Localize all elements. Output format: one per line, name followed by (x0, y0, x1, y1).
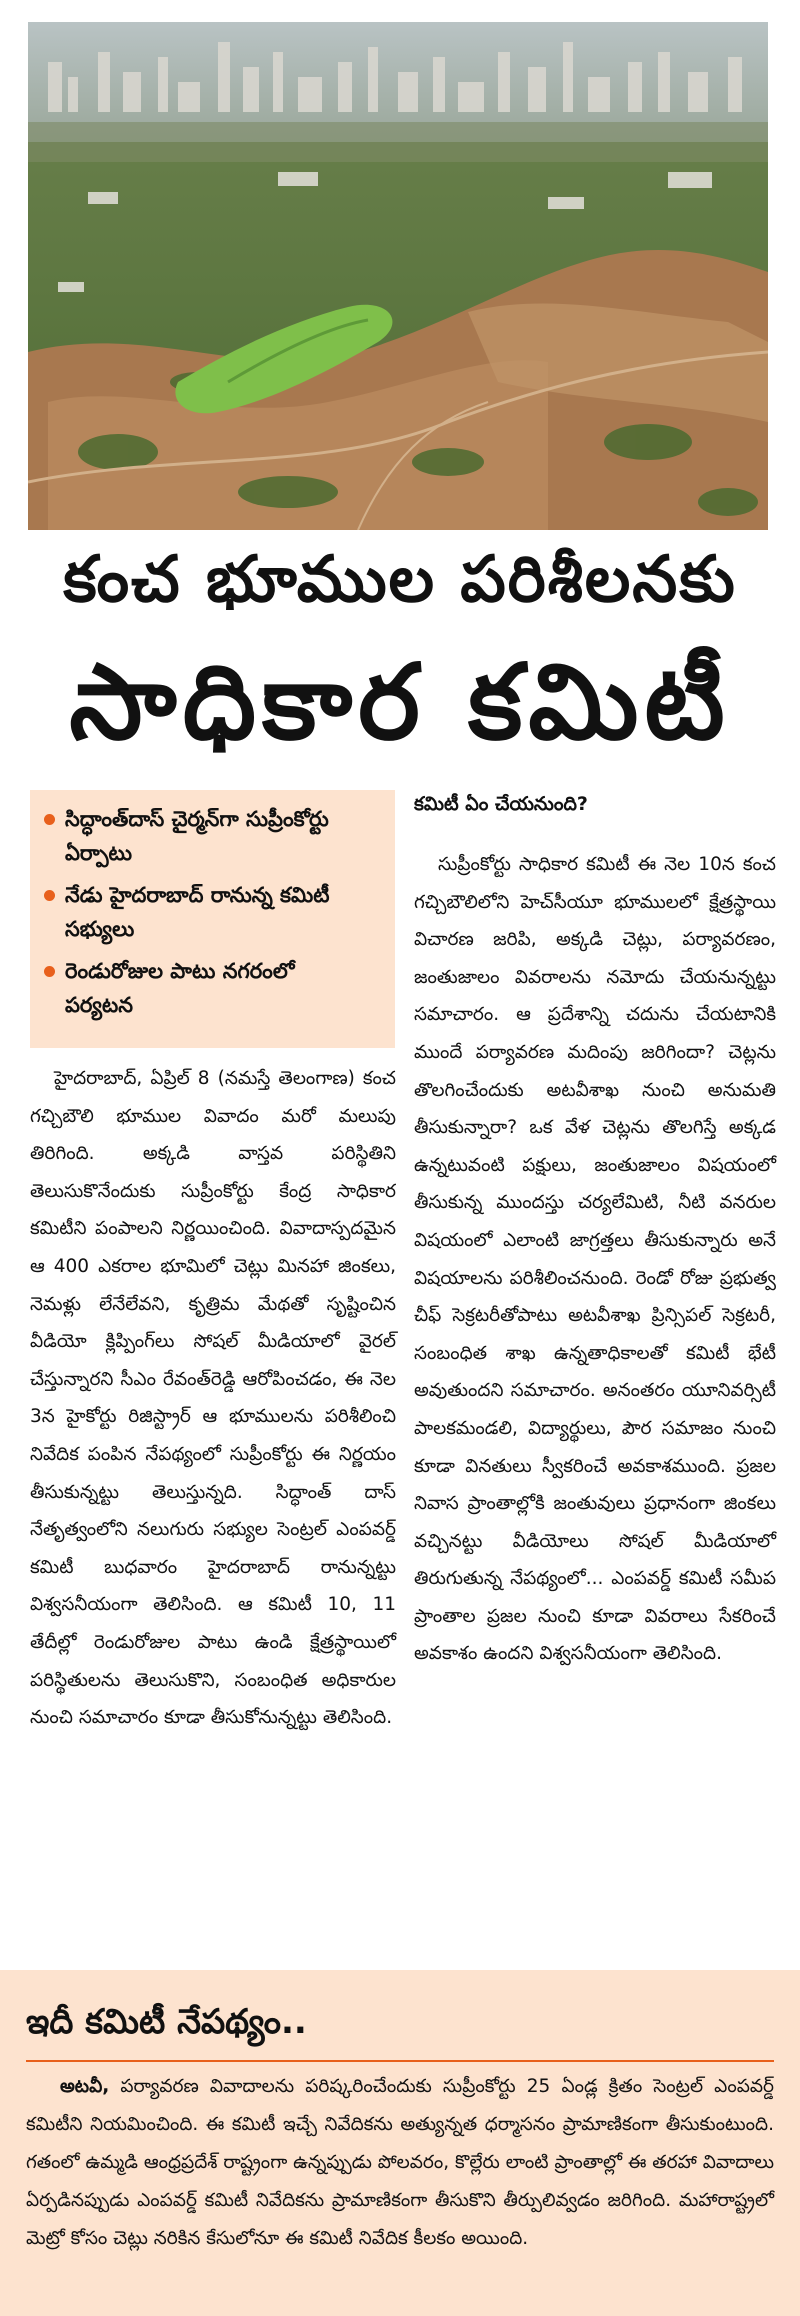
highlight-item (44, 954, 385, 1022)
subheading-what-will-committee-do: కమిటీ ఏం చేయనుంది? (414, 793, 588, 815)
headline-line-2: సాధికార కమిటీ (69, 641, 731, 763)
background-box-body (26, 2068, 774, 2258)
article-body-left: హైదరాబాద్‌, ఏప్రిల్‌ 8 (నమస్తే తెలంగాణ) కంచ గచ్చిబౌలి భూముల వివాదం మరో మలుపు తిరిగింది. అక్కడి వాస్తవ పరిస్థితిని తెలుసుకొనేందుకు సుప్రీంకోర్టు కేంద్ర సాధికార కమిటీని పంపాలని నిర్ణయించింది. వివాదాస్పదమైన ఆ 400 ఎకరాల భూమిలో చెట్లు మినహా జింకలు, నెమళ్లు లేనేలేవని, కృత్రిమ మేథతో సృష్టించిన వీడియో క్లిప్పింగ్‌లు సోషల్‌ మీడియాలో వైరల్‌ చేస్తున్నారని సీఎం రేవంత్‌రెడ్డి ఆరోపించడం, ఈ నెల 3న హైకోర్టు రిజిస్ట్రార్‌ ఆ భూములను పరిశీలించి నివేదిక పంపిన నేపథ్యంలో సుప్రీంకోర్టు ఈ నిర్ణయం తీసుకున్నట్టు తెలుస్తున్నది. సిద్ధాంత్‌ దాస్‌ నేతృత్వంలోని నలుగురు సభ్యుల సెంట్రల్‌ ఎంపవర్డ్‌ కమిటీ బుధవారం హైదరాబాద్‌ రానున్నట్టు విశ్వసనీయంగా తెలిసింది. ఆ కమిటీ 10, 11 తేదీల్లో రెండురోజుల పాటు ఉండి క్షేత్రస్థాయిలో పరిస్థితులను తెలుసుకొని, సంబంధిత అధికారుల నుంచి సమాచారం కూడా తీసుకోనున్నట్టు తెలిసింది. (30, 1068, 396, 1729)
background-text: పర్యావరణ వివాదాలను పరిష్కరించేందుకు సుప్రీంకోర్టు 25 ఏండ్ల క్రితం సెంట్రల్‌ ఎంపవర్డ్‌ కమిటీని నియమించింది. ఈ కమిటీ ఇచ్చే నివేదికను అత్యున్నత ధర్మాసనం ప్రామాణికంగా తీసుకుంటుంది. గతంలో ఉమ్మడి ఆంధ్రప్రదేశ్‌ రాష్ట్రంగా ఉన్నప్పుడు పోలవరం, కొల్లేరు లాంటి ప్రాంతాల్లో ఈ తరహా వివాదాలు ఏర్పడినప్పుడు ఎంపవర్డ్‌ కమిటీ నివేదికను ప్రామాణికంగా తీసుకొని తీర్పులివ్వడం జరిగింది. మహారాష్ట్రలో మెట్రో కోసం చెట్లు నరికిన కేసులోనూ ఈ కమిటీ నివేదిక కీలకం అయింది. (26, 2076, 774, 2249)
divider (26, 2060, 774, 2062)
right-column (414, 846, 776, 1673)
bullet-icon (44, 890, 55, 901)
headline-line-1: కంచ భూముల పరిశీలనకు (63, 543, 737, 617)
highlight-text: రెండురోజుల పాటు నగరంలో పర్యటన (65, 959, 295, 1017)
highlight-text: సిద్ధాంత్‌దాస్‌ చైర్మన్‌గా సుప్రీంకోర్టు ఏర్పాటు (65, 807, 329, 865)
highlights-box (30, 790, 395, 1048)
aerial-photo (28, 22, 768, 530)
article-body-right: సుప్రీంకోర్టు సాధికార కమిటీ ఈ నెల 10న కంచ గచ్చిబౌలిలోని హెచ్‌సీయూ భూములలో క్షేత్రస్థాయి విచారణ జరిపి, అక్కడి చెట్లు, పర్యావరణం, జంతుజాలం వివరాలను నమోదు చేయనున్నట్టు సమాచారం. ఆ ప్రదేశాన్ని చదును చేయటానికి ముందే పర్యావరణ మదింపు జరిగిందా? చెట్లను తొలగించేందుకు అటవీశాఖ నుంచి అనుమతి తీసుకున్నారా? ఒక వేళ చెట్లను తొలగిస్తే అక్కడ ఉన్నటువంటి పక్షులు, జంతుజాలం విషయంలో తీసుకున్న ముందస్తు చర్యలేమిటి, నీటి వనరుల విషయంలో ఎలాంటి జాగ్రత్తలు తీసుకున్నారు అనే విషయాలను పరిశీలించనుంది. రెండో రోజు ప్రభుత్వ చీఫ్‌ సెక్రటరీతోపాటు అటవీశాఖ ప్రిన్సిపల్‌ సెక్రటరీ, సంబంధిత శాఖ ఉన్నతాధికాలతో కమిటీ భేటీ అవుతుందని సమాచారం. అనంతరం యూనివర్సిటీ పాలకమండలి, విద్యార్థులు, పౌర సమాజం నుంచి కూడా వినతులు స్వీకరించే అవకాశముంది. ప్రజల నివాస ప్రాంతాల్లోకి జంతువులు ప్రధానంగా జింకలు వచ్చినట్టు వీడియోలు సోషల్‌ మీడియాలో తిరుగుతున్న నేపథ్యంలో... ఎంపవర్డ్‌ కమిటీ సమీప ప్రాంతాల ప్రజల నుంచి కూడా వివరాలు సేకరించే అవకాశం ఉందని విశ్వసనీయంగా తెలిసింది. (414, 854, 776, 1665)
highlight-item (44, 802, 385, 870)
highlight-text: నేడు హైదరాబాద్‌ రానున్న కమిటీ సభ్యులు (65, 883, 330, 941)
background-lead-word: అటవీ, (60, 2076, 110, 2097)
bullet-icon (44, 966, 55, 977)
left-column (30, 1060, 396, 1737)
highlight-item (44, 878, 385, 946)
aerial-photo-illustration (28, 22, 768, 530)
bullet-icon (44, 814, 55, 825)
background-box-title: ఇదీ కమిటీ నేపథ్యం.. (26, 2002, 307, 2042)
